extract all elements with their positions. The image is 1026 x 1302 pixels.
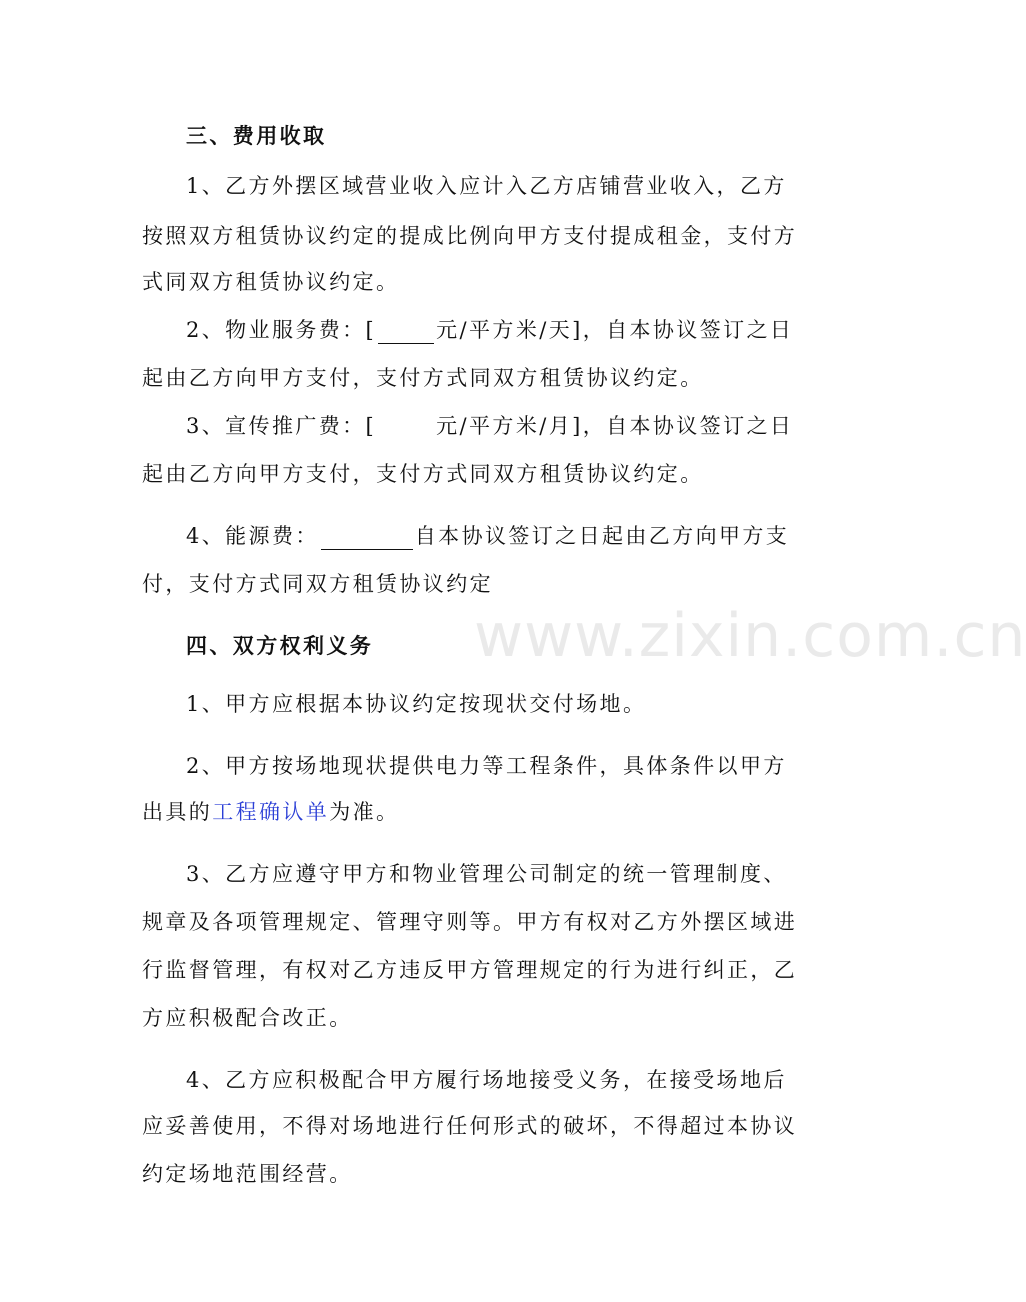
rights-item2-line1: 2、甲方按场地现状提供电力等工程条件，具体条件以甲方 (186, 754, 787, 778)
rights-item4-line3: 约定场地范围经营。 (142, 1162, 353, 1186)
fees-item2-suffix: 元/平方米/天]，自本协议签订之日 (436, 318, 794, 342)
fill-blank (378, 321, 434, 344)
fees-item3-prefix: 3、宣传推广费：[ (186, 414, 377, 438)
fees-item1-line2: 按照双方租赁协议约定的提成比例向甲方支付提成租金，支付方 (142, 224, 798, 248)
rights-item4-line1: 4、乙方应积极配合甲方履行场地接受义务，在接受场地后 (186, 1068, 787, 1092)
rights-item2-prefix: 出具的 (142, 800, 213, 824)
section-heading-rights: 四、双方权利义务 (186, 633, 374, 658)
rights-item3-line1: 3、乙方应遵守甲方和物业管理公司制定的统一管理制度、 (186, 862, 787, 886)
fees-item3-line2: 起由乙方向甲方支付，支付方式同双方租赁协议约定。 (142, 462, 704, 486)
rights-item1-line1: 1、甲方应根据本协议约定按现状交付场地。 (186, 692, 647, 716)
watermark: www.zixin.com.cn (474, 601, 1026, 671)
fees-item4-line1 (186, 522, 789, 550)
engineering-confirmation-link[interactable]: 工程确认单 (212, 800, 330, 824)
rights-item2-line2 (142, 798, 399, 826)
rights-item2-suffix: 为准。 (329, 800, 400, 824)
rights-item3-line3: 行监督管理，有权对乙方违反甲方管理规定的行为进行纠正，乙 (142, 958, 798, 982)
rights-item3-line2: 规章及各项管理规定、管理守则等。甲方有权对乙方外摆区域进 (142, 910, 798, 934)
fees-item3-suffix: 元/平方米/月]，自本协议签订之日 (436, 414, 794, 438)
fees-item2-prefix: 2、物业服务费：[ (186, 318, 377, 342)
fees-item1-line1: 1、乙方外摆区域营业收入应计入乙方店铺营业收入，乙方 (186, 174, 787, 198)
fees-item1-line3: 式同双方租赁协议约定。 (142, 270, 400, 294)
rights-item3-line4: 方应积极配合改正。 (142, 1006, 353, 1030)
fees-item4-line2: 付，支付方式同双方租赁协议约定 (142, 572, 493, 596)
fees-item4-suffix: 自本协议签订之日起由乙方向甲方支 (414, 524, 790, 548)
fees-item2-line1 (186, 316, 793, 344)
fill-blank (321, 527, 413, 550)
fees-item2-line2: 起由乙方向甲方支付，支付方式同双方租赁协议约定。 (142, 366, 704, 390)
fees-item3-line1 (186, 412, 793, 440)
fees-item4-prefix: 4、能源费： (186, 524, 319, 548)
rights-item4-line2: 应妥善使用，不得对场地进行任何形式的破坏，不得超过本协议 (142, 1114, 798, 1138)
section-heading-fees: 三、费用收取 (186, 123, 327, 148)
